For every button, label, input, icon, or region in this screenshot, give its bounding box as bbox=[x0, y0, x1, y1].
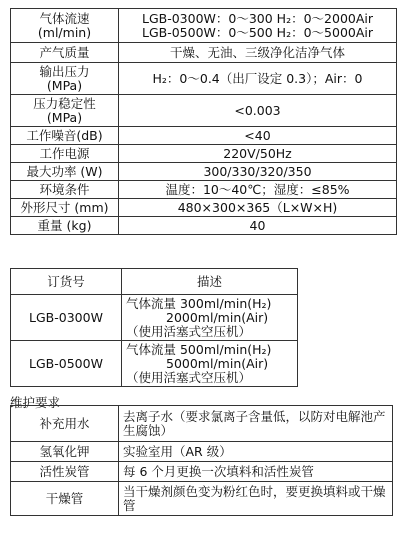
spec-value-power: 220V/50Hz bbox=[119, 145, 397, 163]
spec-label-flow: 气体流速 (ml/min) bbox=[11, 9, 119, 43]
spec-row-power bbox=[11, 145, 397, 163]
maint-row-koh bbox=[11, 442, 393, 462]
order-row bbox=[11, 341, 298, 387]
maint-row-carbon bbox=[11, 462, 393, 482]
order-header-row bbox=[11, 269, 298, 295]
spec-row-environment bbox=[11, 181, 397, 199]
order-description bbox=[122, 295, 298, 341]
order-line-note: （使用活塞式空压机） bbox=[126, 323, 252, 339]
maint-label-water: 补充用水 bbox=[11, 406, 119, 442]
spec-value-max-power: 300/330/320/350 bbox=[119, 163, 397, 181]
spec-label-pressure: 输出压力 (MPa) bbox=[11, 63, 119, 95]
order-header-model: 订货号 bbox=[11, 269, 122, 295]
maintenance-title: 维护要求 bbox=[10, 395, 61, 410]
spec-value-environment: 温度：10～40℃；湿度：≤85% bbox=[119, 181, 397, 199]
spec-row-dimensions bbox=[11, 199, 397, 217]
spec-label-max-power: 最大功率 (W) bbox=[11, 163, 119, 181]
order-model: LGB-0500W bbox=[11, 341, 122, 387]
maint-label-carbon: 活性炭管 bbox=[11, 462, 119, 482]
spec-row-quality bbox=[11, 43, 397, 63]
order-line-air: 5000ml/min(Air) bbox=[166, 355, 269, 371]
maint-value-carbon: 每 6 个月更换一次填料和活性炭管 bbox=[119, 462, 393, 482]
spec-value-pressure: H₂：0～0.4（出厂设定 0.3）；Air：0 bbox=[119, 63, 397, 95]
order-line-h2: 气体流量 300ml/min(H₂) bbox=[126, 295, 272, 311]
spec-table bbox=[10, 8, 397, 235]
order-table bbox=[10, 268, 298, 387]
spec-value-quality: 干燥、无油、三级净化洁净气体 bbox=[119, 43, 397, 63]
order-line-note: （使用活塞式空压机） bbox=[126, 369, 252, 385]
maintenance-table bbox=[10, 405, 393, 516]
order-header-desc: 描述 bbox=[122, 269, 298, 295]
order-model: LGB-0300W bbox=[11, 295, 122, 341]
spec-label-noise: 工作噪音(dB) bbox=[11, 127, 119, 145]
spec-row-stability bbox=[11, 95, 397, 127]
maint-label-dryer: 干燥管 bbox=[11, 482, 119, 516]
maint-value-water: 去离子水（要求氯离子含量低，以防对电解池产生腐蚀） bbox=[119, 406, 393, 442]
order-description bbox=[122, 341, 298, 387]
spec-value-noise: <40 bbox=[119, 127, 397, 145]
spec-label-stability: 压力稳定性 (MPa) bbox=[11, 95, 119, 127]
order-line-h2: 气体流量 500ml/min(H₂) bbox=[126, 341, 272, 357]
spec-value-weight: 40 bbox=[119, 217, 397, 235]
maint-value-koh: 实验室用（AR 级） bbox=[119, 442, 393, 462]
order-row bbox=[11, 295, 298, 341]
order-line-air: 2000ml/min(Air) bbox=[166, 309, 269, 325]
spec-value-stability: <0.003 bbox=[119, 95, 397, 127]
spec-row-flow bbox=[11, 9, 397, 43]
spec-label-weight: 重量 (kg) bbox=[11, 217, 119, 235]
spec-row-max-power bbox=[11, 163, 397, 181]
maint-row-dryer bbox=[11, 482, 393, 516]
spec-label-environment: 环境条件 bbox=[11, 181, 119, 199]
maint-value-dryer: 当干燥剂颜色变为粉红色时，要更换填料或干燥管 bbox=[119, 482, 393, 516]
spec-value-dimensions: 480×300×365（L×W×H) bbox=[119, 199, 397, 217]
spec-row-noise bbox=[11, 127, 397, 145]
maint-label-koh: 氢氧化钾 bbox=[11, 442, 119, 462]
spec-value-flow: LGB-0300W：0～300 H₂：0～2000Air LGB-0500W：0～500 H₂：0～5000Air bbox=[119, 9, 397, 43]
spec-label-power: 工作电源 bbox=[11, 145, 119, 163]
spec-label-dimensions: 外形尺寸 (mm) bbox=[11, 199, 119, 217]
spec-label-quality: 产气质量 bbox=[11, 43, 119, 63]
maint-row-water bbox=[11, 406, 393, 442]
spec-row-pressure bbox=[11, 63, 397, 95]
spec-row-weight bbox=[11, 217, 397, 235]
